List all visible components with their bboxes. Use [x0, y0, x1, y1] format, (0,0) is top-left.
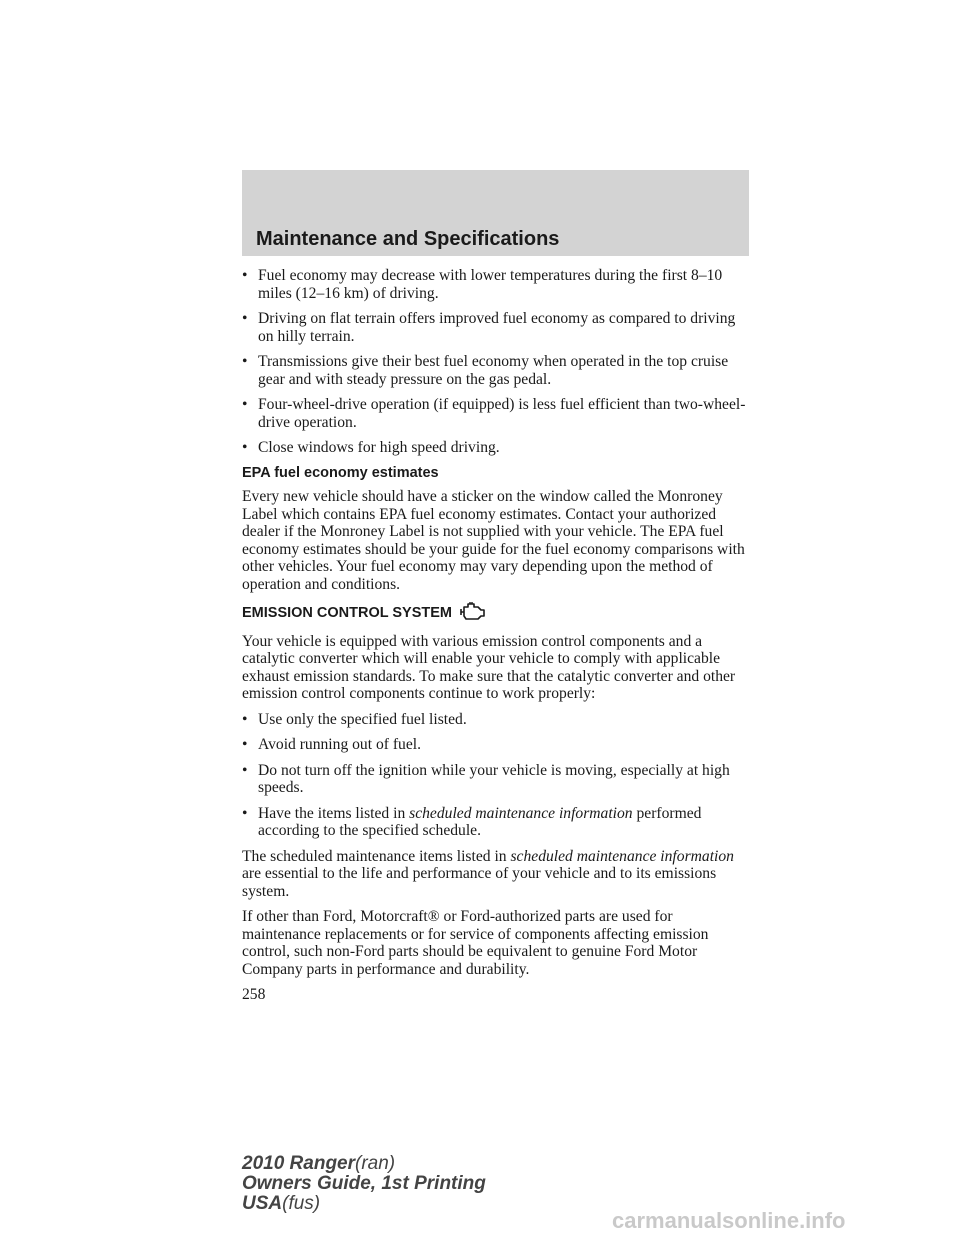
bullet-symbol: • [242, 736, 248, 753]
parts-paragraph: If other than Ford, Motorcraft® or Ford-authorized parts are used for maintenance replacements or for service of components affecting emission control, such non-Ford parts should be equivalent to genuine Ford Motor Company parts in performance and durability. [242, 908, 709, 978]
list-item [242, 310, 752, 345]
list-item-text: Four-wheel-drive operation (if equipped) is less fuel efficient than two-wheel-drive operation. [258, 396, 746, 431]
list-item-text: Driving on flat terrain offers improved fuel economy as compared to driving on hilly terrain. [258, 310, 736, 345]
footer-market-code: (fus) [282, 1193, 321, 1214]
reference-link-text: scheduled maintenance information [510, 847, 734, 865]
section-title: Maintenance and Specifications [256, 228, 560, 250]
list-item-text: Transmissions give their best fuel economy when operated in the top cruise gear and with steady pressure on the gas pedal. [258, 353, 729, 388]
list-item [242, 762, 752, 797]
site-watermark: carmanualsonline.info [612, 1208, 846, 1233]
bullet-symbol: • [242, 396, 248, 413]
emission-intro: Your vehicle is equipped with various emission control components and a catalytic converter which will enable your vehicle to comply with applicable exhaust emission standards. To make sure that the catalytic converter and other emission control components continue to work properly: [242, 632, 736, 702]
bullet-symbol: • [242, 267, 248, 284]
footer-market: USA [242, 1193, 283, 1214]
bullet-symbol: • [242, 310, 248, 327]
list-item [242, 711, 752, 729]
print-footer [242, 1154, 486, 1214]
emission-heading [242, 601, 752, 627]
emission-heading-text: EMISSION CONTROL SYSTEM [242, 605, 453, 621]
bullet-symbol: • [242, 804, 248, 822]
reference-link-text: scheduled maintenance information [409, 804, 633, 822]
list-item-text: Have the items listed in scheduled maintenance information performed according to the specified schedule. [258, 804, 702, 839]
footer-edition: Owners Guide, 1st Printing [242, 1173, 486, 1194]
scheduled-maintenance-paragraph: The scheduled maintenance items listed in scheduled maintenance information are essential to the life and performance of your vehicle and to its emissions system. [242, 847, 734, 900]
bullet-symbol: • [242, 439, 248, 456]
list-item [242, 353, 752, 388]
list-item [242, 396, 752, 431]
epa-paragraph: Every new vehicle should have a sticker on the window called the Monroney Label which contains EPA fuel economy estimates. Contact your authorized dealer if the Monroney Label is not supplied with your vehicle. The EPA fuel economy estimates should be your guide for the fuel economy comparisons with other vehicles. Your fuel economy may vary depending upon the method of operation and conditions. [242, 488, 745, 593]
bullet-symbol: • [242, 353, 248, 370]
engine-icon [458, 601, 488, 627]
footer-model: 2010 Ranger [242, 1153, 356, 1174]
footer-model-code: (ran) [355, 1153, 396, 1174]
page-number: 258 [242, 986, 266, 1003]
list-item-text: Avoid running out of fuel. [258, 736, 421, 753]
list-item-text: Close windows for high speed driving. [258, 439, 500, 456]
list-item-text: Fuel economy may decrease with lower temperatures during the first 8–10 miles (12–16 km) of driving. [258, 267, 723, 302]
list-item [242, 736, 752, 754]
page-content [242, 267, 752, 1004]
list-item [242, 805, 752, 840]
bullet-symbol: • [242, 761, 248, 779]
list-item [242, 439, 752, 457]
list-item [242, 267, 752, 302]
list-item-text: Do not turn off the ignition while your vehicle is moving, especially at high speeds. [258, 761, 730, 796]
list-item-text: Use only the specified fuel listed. [258, 710, 467, 728]
epa-heading: EPA fuel economy estimates [242, 464, 439, 481]
bullet-symbol: • [242, 710, 248, 728]
